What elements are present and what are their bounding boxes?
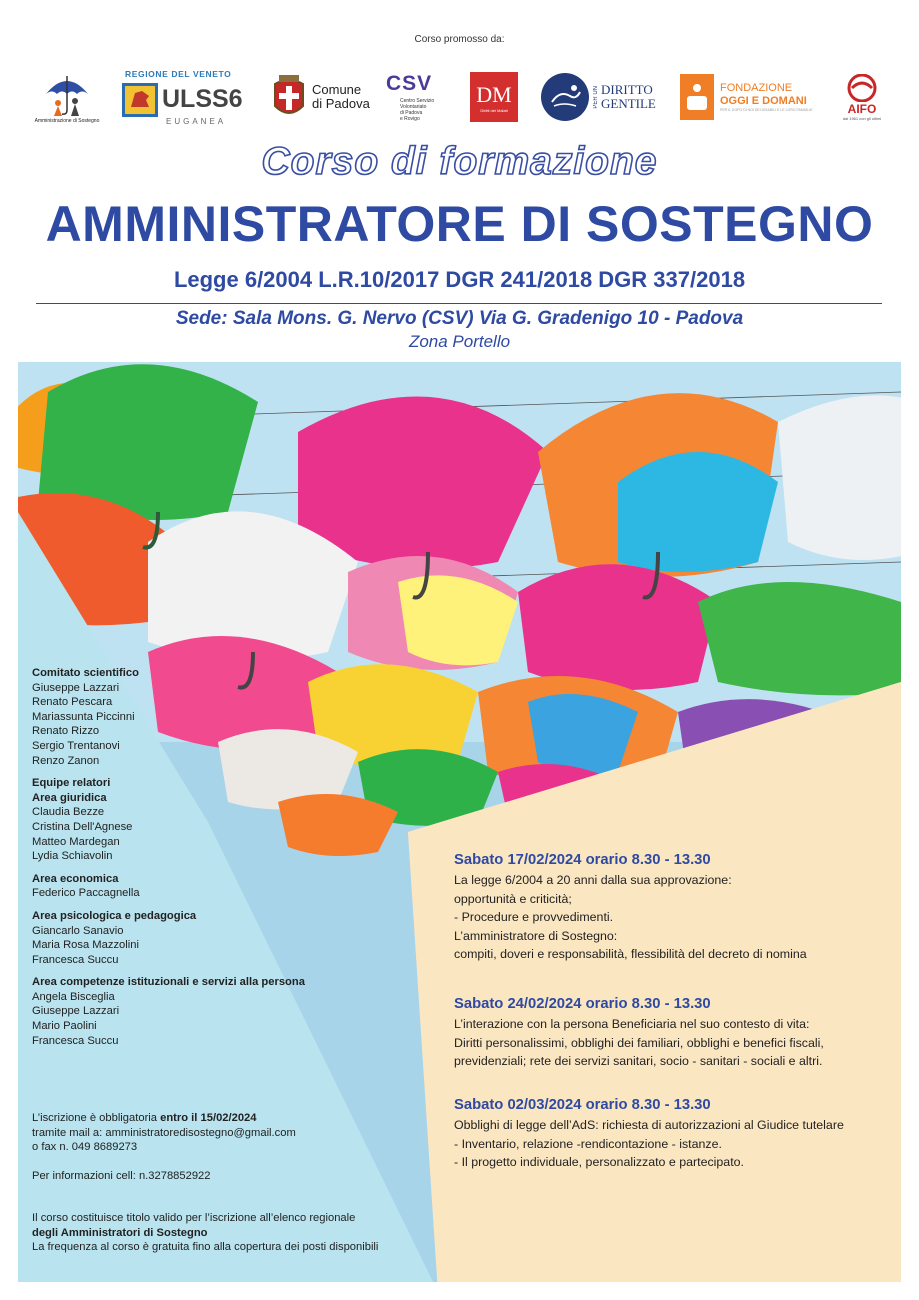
session-line: previdenziali; rete dei servizi sanitari, socio - sanitari - sociali e altri.	[454, 1054, 823, 1068]
session-2	[454, 993, 894, 1071]
ads-logo	[32, 62, 102, 132]
list-item: Lydia Schiavolin	[32, 850, 113, 863]
fondazione-line3: PER IL DOPO DI NOI DEI DISABILI E LE LORO FAMIGLIE	[720, 107, 813, 112]
list-item: Renato Rizzo	[32, 725, 100, 738]
comune-line2: di Padova	[312, 96, 370, 111]
session-line: - Il progetto individuale, personalizzato e partecipato.	[454, 1155, 744, 1169]
aifo-name: AIFO	[847, 101, 877, 116]
diritto-gentile-icon	[540, 72, 590, 122]
promoted-by-label: Corso promosso da:	[414, 34, 505, 45]
veneto-region-label: REGIONE DEL VENETO	[125, 68, 232, 79]
dm-caption: Diritti dei Malati	[480, 107, 508, 113]
umbrella-icon	[42, 70, 92, 118]
list-item: Francesca Succu	[32, 1034, 119, 1047]
legal-area-heading: Area giuridica	[32, 791, 107, 804]
csv-desc-1: Centro Servizio	[400, 98, 435, 104]
registration-fax: o fax n. 049 8689273	[32, 1141, 138, 1154]
diritto-gentile-logo	[540, 62, 670, 132]
list-item: Angela Bisceglia	[32, 990, 115, 1003]
csv-desc-2: Volontariato	[400, 104, 427, 110]
veneto-lion-icon	[122, 83, 158, 117]
csv-desc-4: e Rovigo	[400, 116, 420, 122]
registration-email: tramite mail a: amministratoredisostegno@gmail.com	[32, 1126, 296, 1139]
session-1	[454, 849, 894, 964]
comune-padova-logo	[272, 62, 372, 132]
list-item: Giuseppe Lazzari	[32, 681, 120, 694]
aifo-icon	[838, 74, 886, 102]
registration-deadline	[32, 1111, 432, 1126]
footer-notes	[32, 1211, 452, 1255]
course-type-title: Corso di formazione	[261, 140, 658, 183]
fondazione-line1: FONDAZIONE	[720, 81, 793, 94]
ulss6-logo	[122, 62, 242, 132]
registration-prefix: L’iscrizione è obbligatoria	[32, 1112, 161, 1124]
list-item: Mariassunta Piccinni	[32, 710, 135, 723]
dm-logo	[470, 62, 522, 132]
ulss-name: ULSS6	[162, 85, 243, 113]
divider	[36, 303, 882, 304]
fondazione-logo	[680, 62, 815, 132]
page-title: AMMINISTRATORE DI SOSTEGNO	[45, 196, 874, 252]
footer-line3: La frequenza al corso è gratuita fino alla copertura dei posti disponibili	[32, 1241, 379, 1254]
diritto-line1: DIRITTO	[601, 82, 653, 97]
list-item: Renzo Zanon	[32, 754, 100, 767]
list-item: Cristina Dell'Agnese	[32, 820, 133, 833]
list-item: Mario Paolini	[32, 1020, 97, 1033]
list-item: Claudia Bezze	[32, 806, 105, 819]
speakers-heading: Equipe relatori	[32, 777, 111, 790]
psy-area-heading: Area psicologica e pedagogica	[32, 909, 197, 922]
list-item: Maria Rosa Mazzolini	[32, 939, 139, 952]
session-line: compiti, doveri e responsabilità, flessibilità del decreto di nomina	[454, 947, 807, 961]
comune-line1: Comune	[312, 82, 362, 97]
aifo-logo	[832, 62, 892, 132]
session-line: - Inventario, relazione -rendicontazione - istanze.	[454, 1136, 722, 1151]
scientific-committee-heading: Comitato scientifico	[32, 667, 139, 679]
info-phone: Per informazioni cell: n.3278852922	[32, 1169, 211, 1182]
csv-desc-3: di Padova	[400, 110, 423, 116]
dm-name: DM	[476, 81, 512, 107]
registration-block	[32, 1111, 432, 1183]
session-line: Obblighi di legge dell’AdS: richiesta di autorizzazioni al Giudice tutelare	[454, 1118, 844, 1132]
list-item: Sergio Trentanovi	[32, 739, 120, 752]
list-item: Matteo Mardegan	[32, 835, 120, 848]
laws-line: Legge 6/2004 L.R.10/2017 DGR 241/2018 DGR 337/2018	[173, 267, 746, 292]
economic-area-heading: Area economica	[32, 872, 119, 885]
csv-name: CSV	[386, 72, 433, 95]
session-line: L’amministratore di Sostegno:	[454, 928, 618, 943]
session-line: opportunità e criticità;	[454, 891, 572, 906]
committee-block	[32, 666, 432, 1048]
list-item: Giancarlo Sanavio	[32, 924, 124, 937]
fondazione-line2: OGGI E DOMANI	[720, 94, 807, 107]
fondazione-icon	[680, 74, 714, 120]
list-item: Giuseppe Lazzari	[32, 1005, 120, 1018]
aifo-caption: dal 1961 con gli ultimi	[842, 115, 882, 121]
registration-deadline-date: entro il 15/02/2024	[160, 1112, 257, 1124]
ulss-sub: EUGANEA	[166, 116, 227, 126]
session-line: La legge 6/2004 a 20 anni dalla sua approvazione:	[454, 873, 732, 887]
zone-line: Zona Portello	[408, 332, 511, 351]
session-line: - Procedure e provvedimenti.	[454, 910, 614, 924]
session-line: L’interazione con la persona Beneficiaria nel suo contesto di vita:	[454, 1017, 810, 1031]
list-item: Federico Paccagnella	[32, 887, 140, 900]
diritto-line2: GENTILE	[601, 96, 656, 111]
csv-logo	[386, 62, 456, 132]
diritto-side-label: PER UN	[593, 85, 599, 109]
session-date: Sabato 02/03/2024 orario 8.30 - 13.30	[454, 1097, 711, 1113]
ads-logo-caption: Amministrazione di Sostegno	[34, 118, 100, 124]
session-date: Sabato 24/02/2024 orario 8.30 - 13.30	[454, 996, 711, 1012]
list-item: Renato Pescara	[32, 696, 113, 709]
session-date: Sabato 17/02/2024 orario 8.30 - 13.30	[454, 852, 711, 868]
session-line: Diritti personalissimi, obblighi dei familiari, obblighi e benefici fiscali,	[454, 1035, 824, 1050]
venue-line: Sede: Sala Mons. G. Nervo (CSV) Via G. Gradenigo 10 - Padova	[175, 308, 744, 329]
padova-crest-icon	[272, 74, 306, 120]
footer-line2: degli Amministratori di Sostegno	[32, 1226, 208, 1239]
institutional-area-heading: Area competenze istituzionali e servizi alla persona	[32, 976, 305, 989]
session-3	[454, 1094, 894, 1172]
footer-line1: Il corso costituisce titolo valido per l’iscrizione all’elenco regionale	[32, 1212, 356, 1224]
list-item: Francesca Succu	[32, 953, 119, 966]
